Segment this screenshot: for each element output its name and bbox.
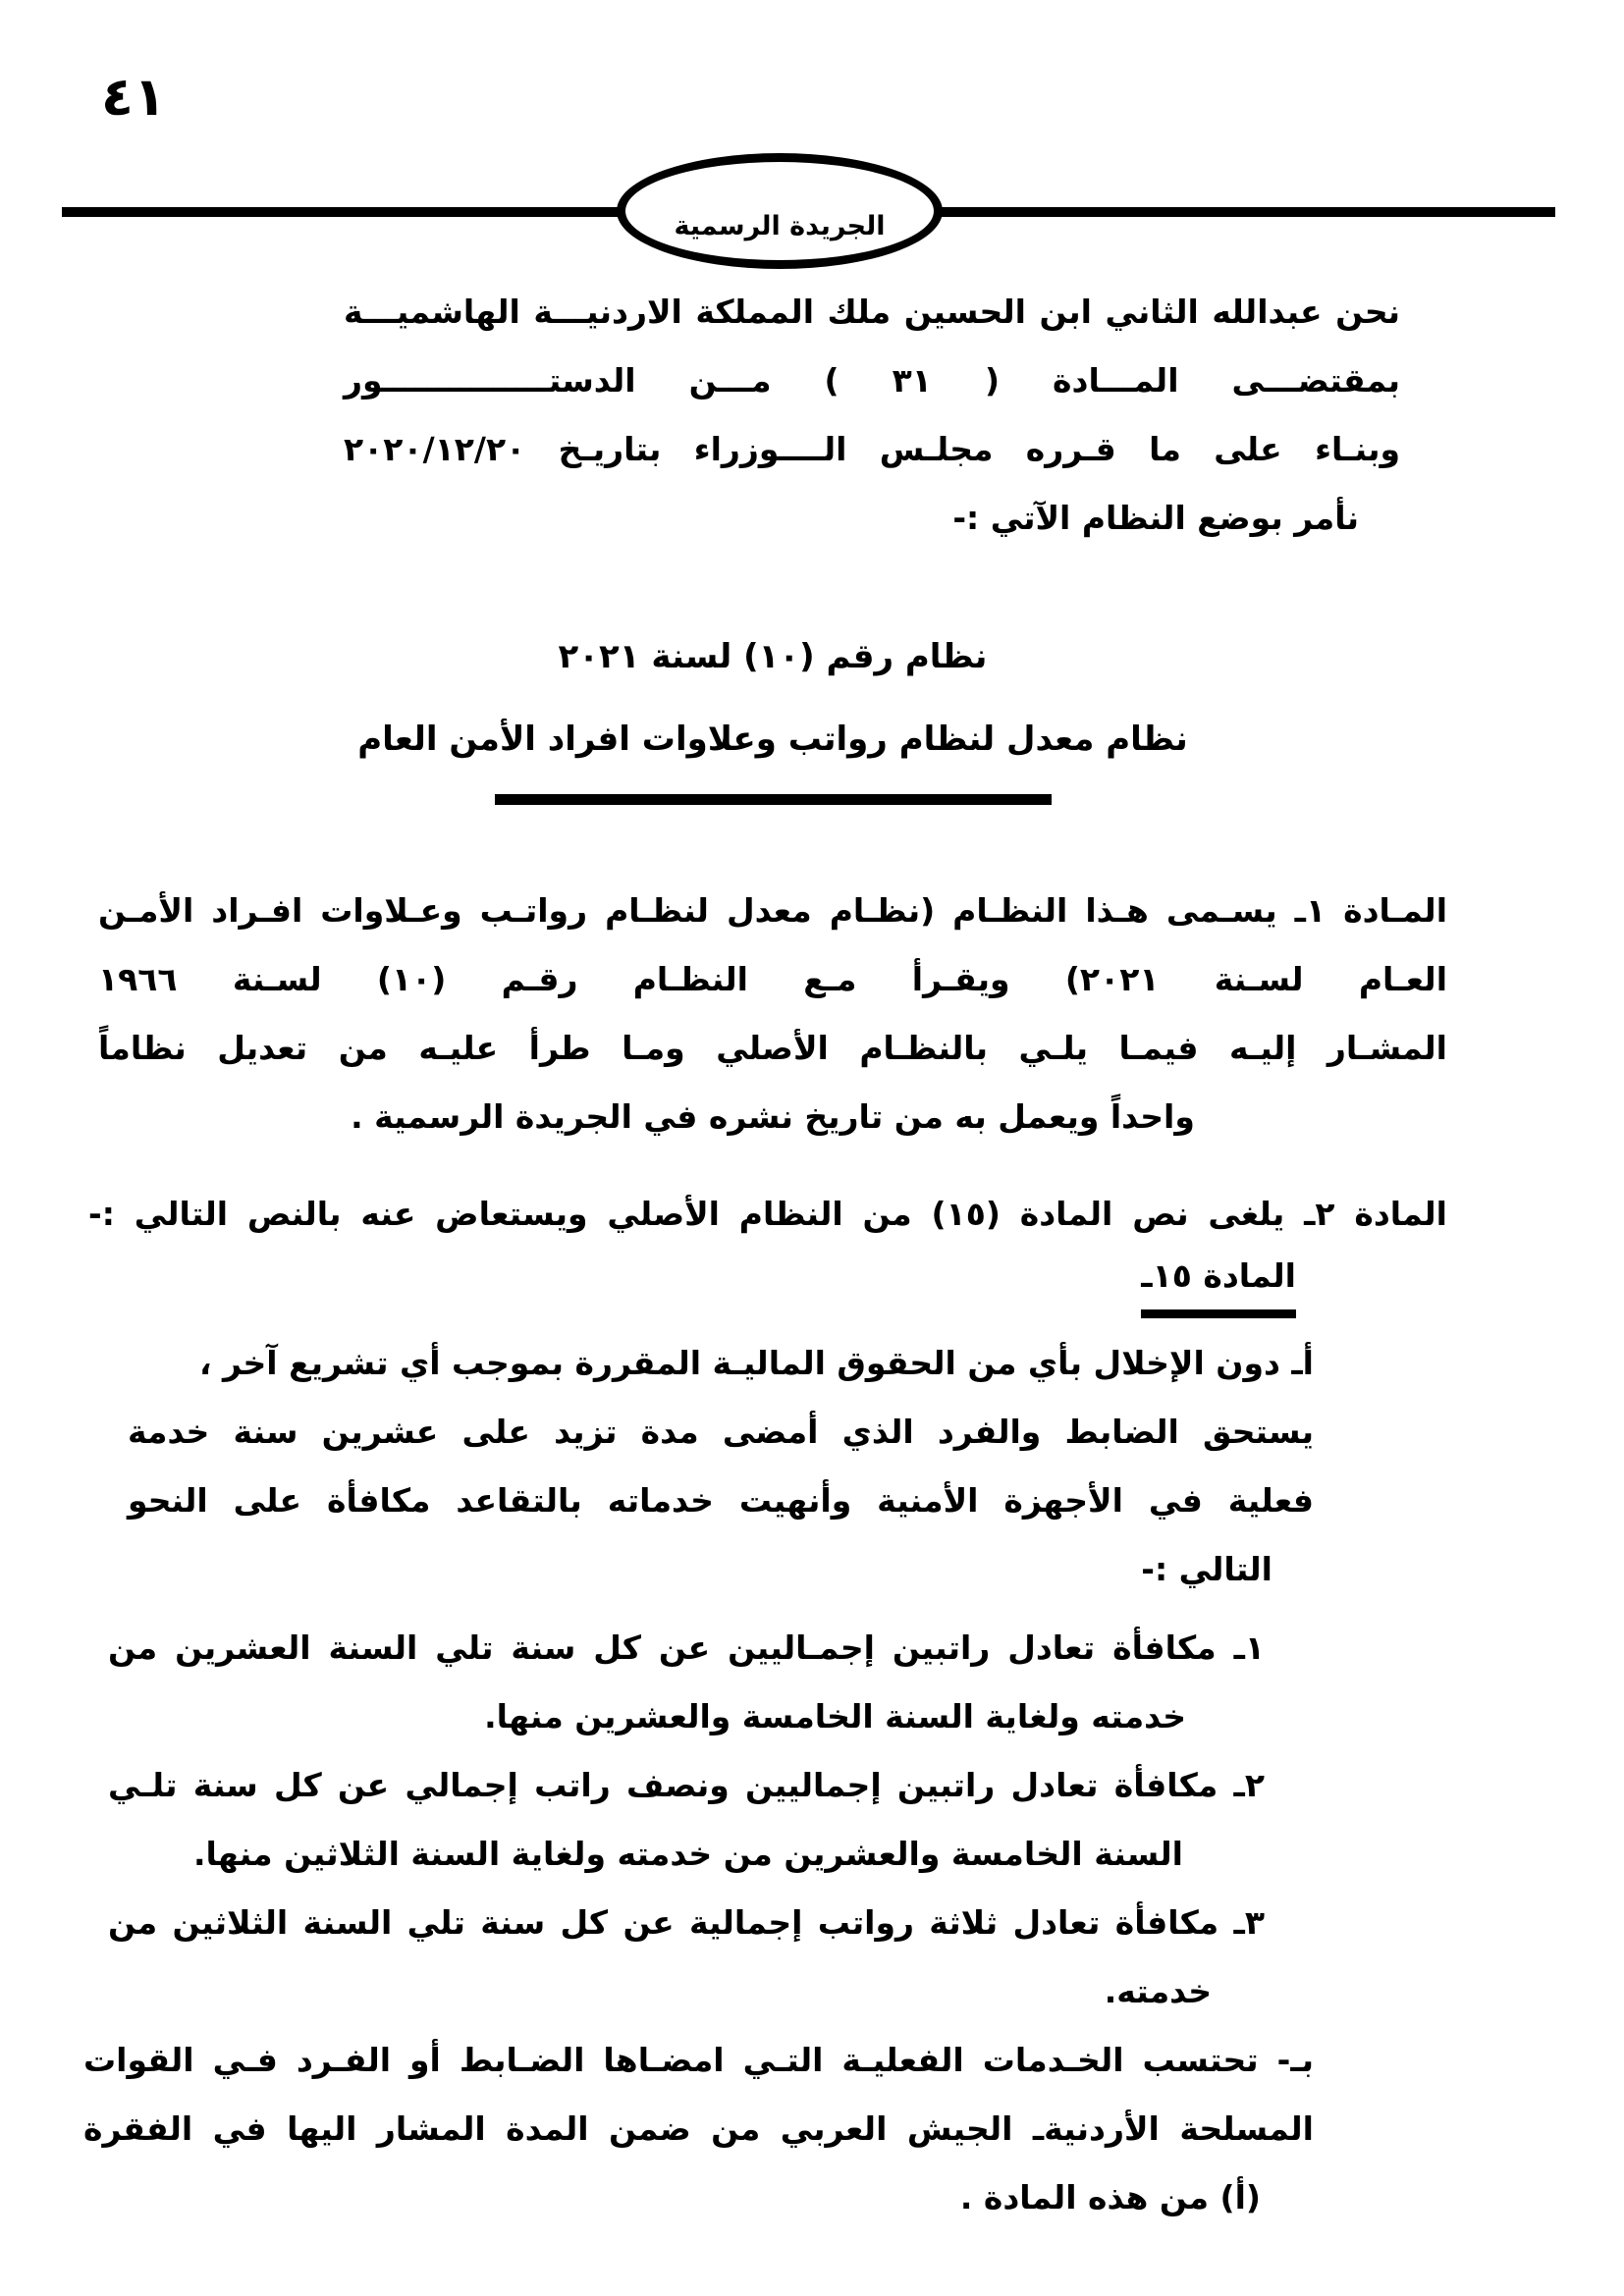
article-15-label: المادة ١٥ـ bbox=[1141, 1249, 1296, 1318]
clause-a bbox=[128, 1329, 1314, 1604]
preamble-line: نحن عبدالله الثاني ابن الحسين ملك المملكة الاردنيـــة الهاشميـــة bbox=[344, 293, 1400, 331]
preamble-line: بمقتضـــى المـــادة ( ٣١ ) مـــن الدستـــــــــــــــور bbox=[344, 361, 1400, 400]
preamble-line: وبنـاء على ما قـرره مجلـس الــــوزراء بتاريـخ ٢٠٢٠/١٢/٢٠ bbox=[344, 430, 1400, 468]
clause-a-line: التالي :- bbox=[1141, 1550, 1272, 1588]
page-number: ٤١ bbox=[101, 66, 166, 128]
clause-a-line: فعلية في الأجهزة الأمنية وأنهيت خدماته بالتقاعد مكافأة على النحو bbox=[128, 1481, 1314, 1520]
item-2-line: السنة الخامسة والعشرين من خدمته ولغاية السنة الثلاثين منها. bbox=[193, 1835, 1183, 1873]
item-1-line: خدمته ولغاية السنة الخامسة والعشرين منها. bbox=[484, 1697, 1186, 1735]
article-15-heading bbox=[0, 1249, 1296, 1323]
preamble-line: نأمر بوضع النظام الآتي :- bbox=[952, 499, 1359, 537]
clause-a-line: يستحق الضابط والفرد الذي أمضى مدة تزيد على عشرين سنة خدمة bbox=[128, 1413, 1314, 1451]
article-1-line: المـادة ١ـ يسـمى هـذا النظـام (نظـام معدل لنظـام رواتـب وعـلاوات افـراد الأمـن bbox=[98, 891, 1448, 930]
article-1-line: واحداً ويعمل به من تاريخ نشره في الجريدة الرسمية . bbox=[351, 1097, 1195, 1136]
clause-b-line: بـ- تحتسب الخـدمات الفعليـة التـي امضـاها الضـابط أو الفـرد فـي القوات bbox=[83, 2041, 1314, 2079]
regulation-title-block bbox=[98, 615, 1447, 805]
item-1-line: ١ـ مكافأة تعادل راتبين إجمـاليين عن كل سنة تلي السنة العشرين من bbox=[108, 1629, 1265, 1667]
title-divider bbox=[495, 794, 1052, 805]
numbered-items bbox=[108, 1614, 1265, 2026]
gazette-banner-title: الجريدة الرسمية bbox=[674, 210, 886, 241]
item-2-line: ٢ـ مكافأة تعادل راتبين إجماليين ونصف راتب إجمالي عن كل سنة تلـي bbox=[108, 1766, 1265, 1804]
clause-a-line: أـ دون الإخلال بأي من الحقوق الماليـة المقررة بموجب أي تشريع آخر ، bbox=[198, 1344, 1314, 1382]
clause-b bbox=[83, 2026, 1314, 2232]
article-1-line: المشـار إليـه فيمـا يلـي بالنظـام الأصلي ومـا طرأ عليـه من تعديل نظاماً bbox=[98, 1029, 1447, 1067]
gazette-banner-ellipse bbox=[617, 153, 943, 269]
article-2-line: المادة ٢ـ يلغى نص المادة (١٥) من النظام الأصلي ويستعاض عنه بالنص التالي :- bbox=[88, 1195, 1447, 1233]
item-3-line: خدمته. bbox=[1104, 1972, 1212, 2010]
clause-b-line: (أ) من هذه المادة . bbox=[959, 2178, 1261, 2216]
article-2 bbox=[88, 1180, 1447, 1249]
page-header bbox=[0, 0, 1624, 278]
regulation-name-title: نظام معدل لنظام رواتب وعلاوات افراد الأمن العام bbox=[357, 720, 1188, 759]
regulation-number-title: نظام رقم (١٠) لسنة ٢٠٢١ bbox=[558, 637, 988, 676]
royal-preamble bbox=[344, 278, 1400, 553]
article-1 bbox=[98, 877, 1447, 1151]
item-3-line: ٣ـ مكافأة تعادل ثلاثة رواتب إجمالية عن كل سنة تلي السنة الثلاثين من bbox=[108, 1903, 1265, 1942]
clause-b-line: المسلحة الأردنيةـ الجيش العربي من ضمن المدة المشار اليها في الفقرة bbox=[83, 2109, 1314, 2148]
article-1-line: العـام لسـنة ٢٠٢١) ويقـرأ مـع النظـام رقـم (١٠) لسـنة ١٩٦٦ bbox=[98, 960, 1448, 998]
